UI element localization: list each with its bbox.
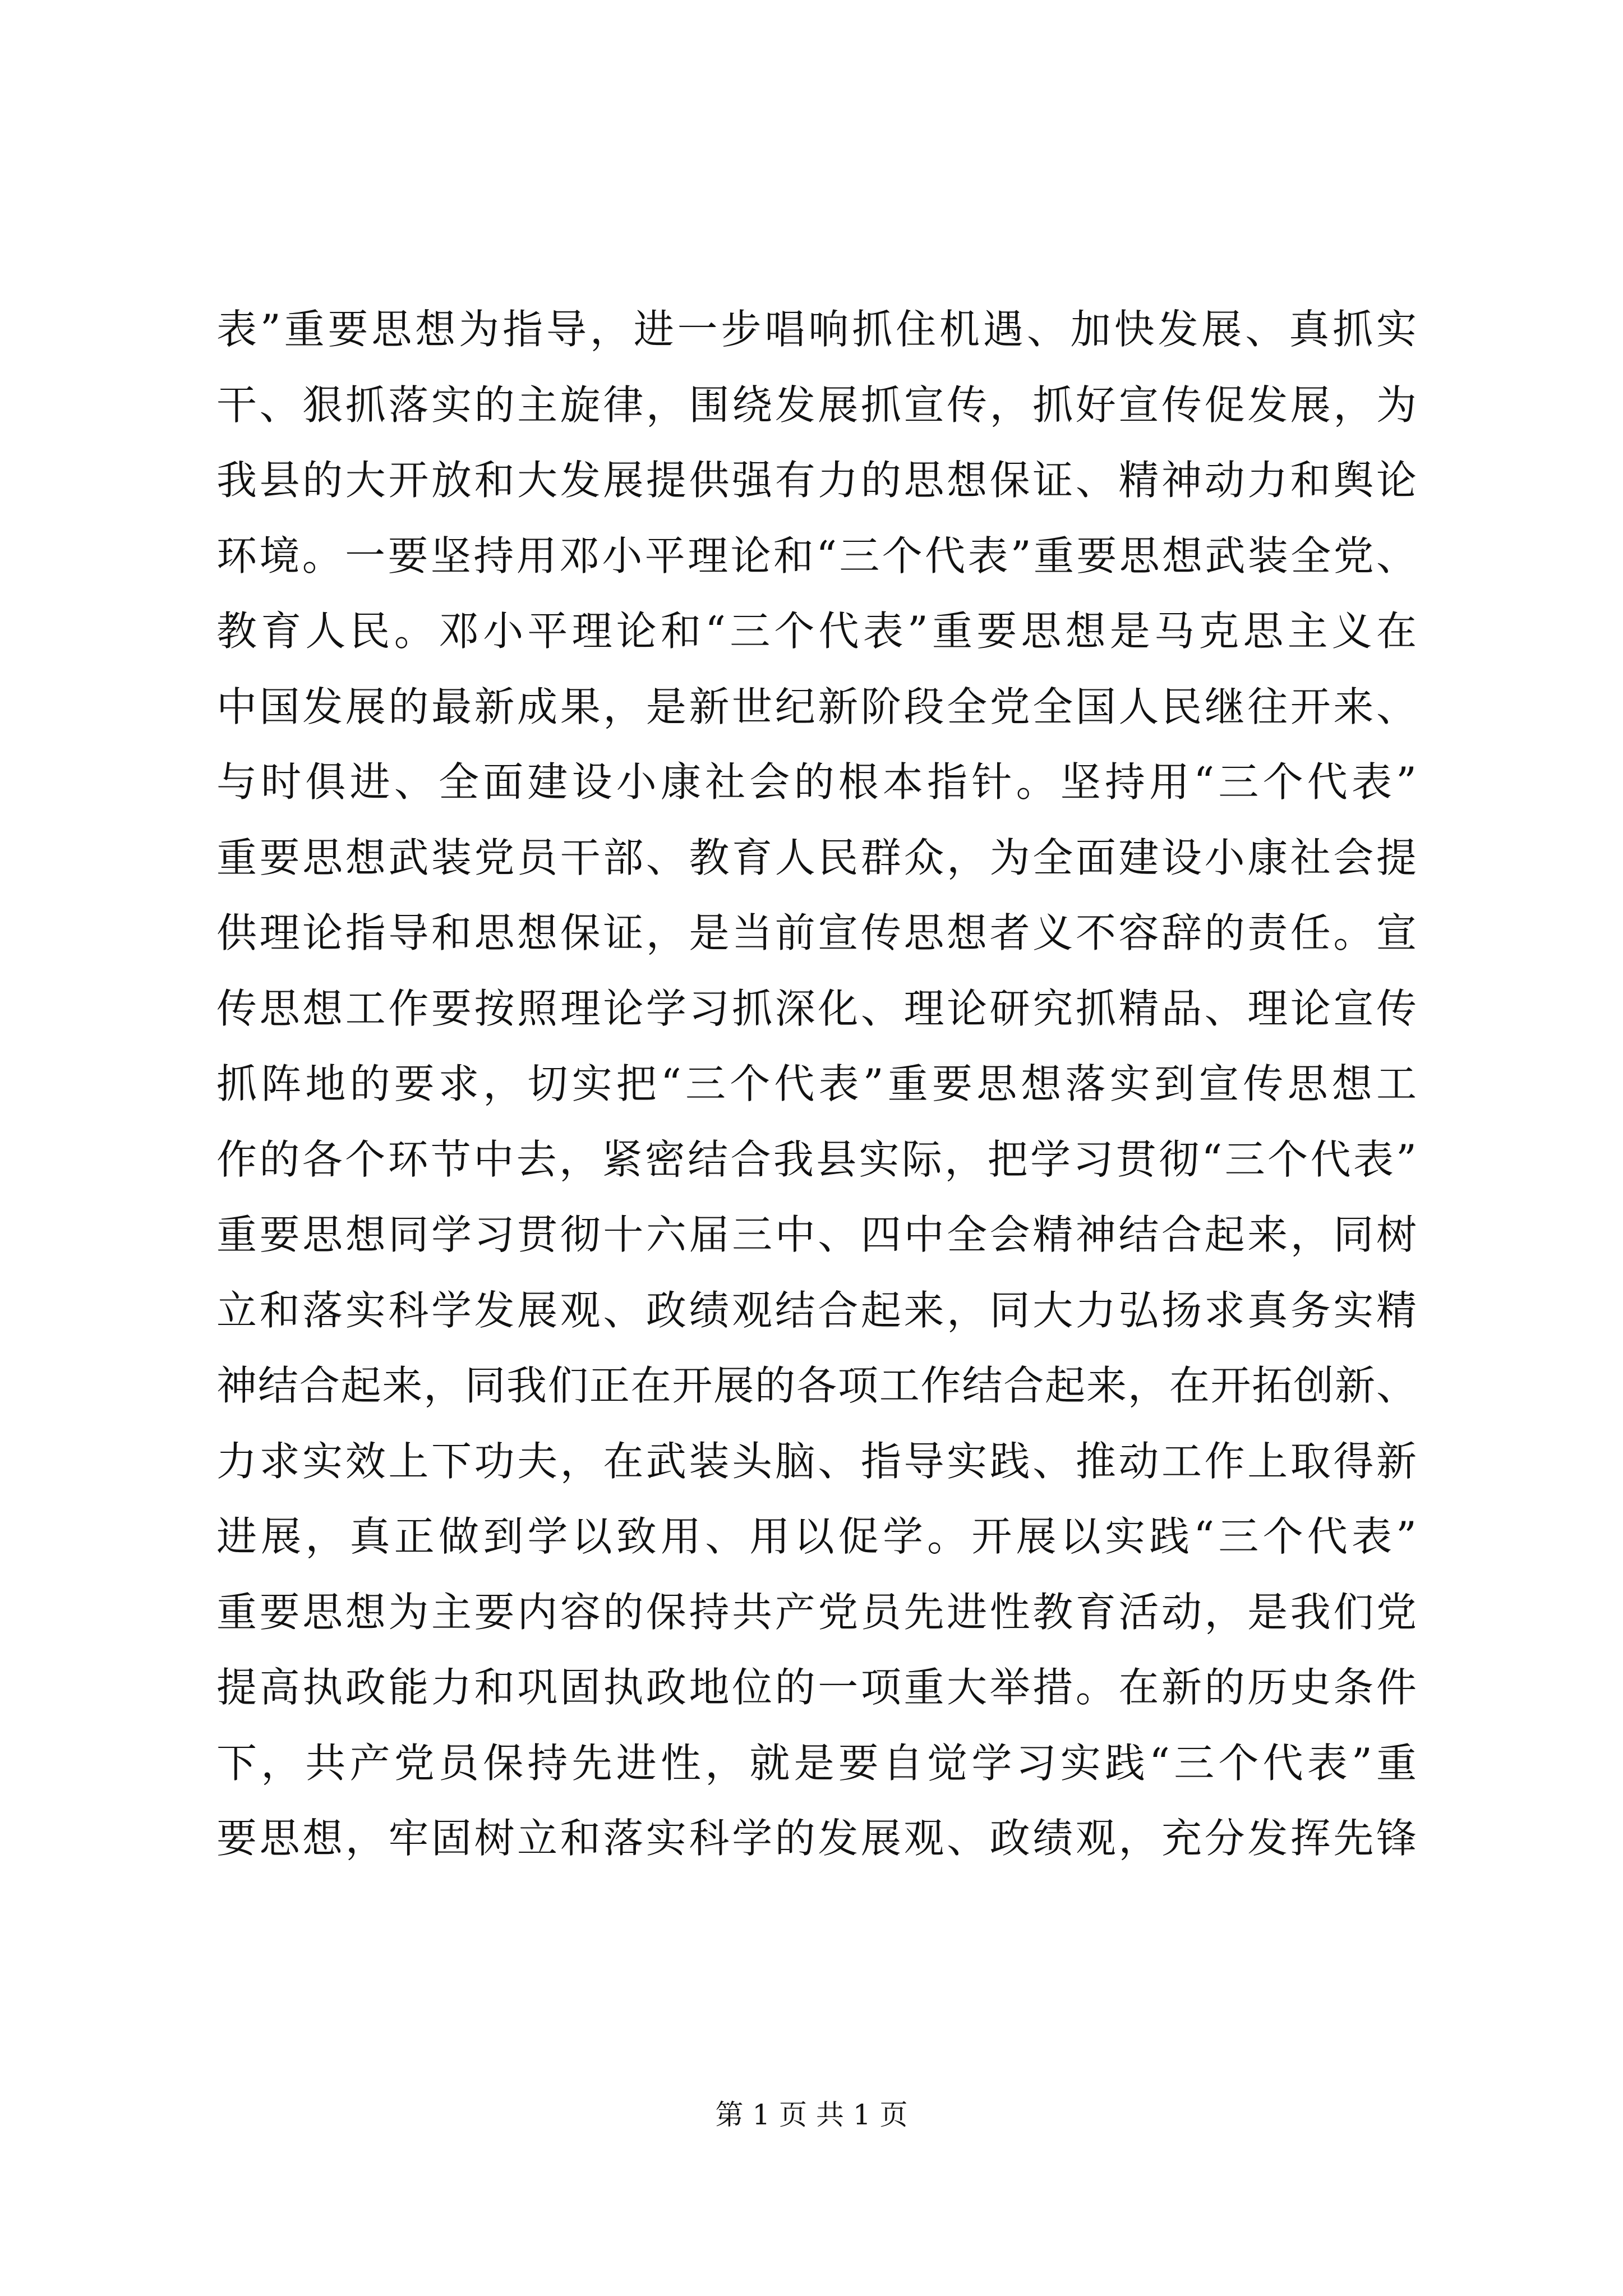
text-line: 与时俱进、全面建设小康社会的根本指针。坚持用“三个代表” [216, 758, 1417, 806]
text-line: 传思想工作要按照理论学习抓深化、理论研究抓精品、理论宣传 [216, 984, 1417, 1032]
text-line: 提高执政能力和巩固执政地位的一项重大举措。在新的历史条件 [216, 1664, 1417, 1711]
text-line: 供理论指导和思想保证，是当前宣传思想者义不容辞的责任。宣 [216, 909, 1417, 956]
text-line: 表”重要思想为指导，进一步唱响抓住机遇、加快发展、真抓实 [216, 306, 1417, 353]
text-line: 神结合起来，同我们正在开展的各项工作结合起来，在开拓创新、 [216, 1362, 1417, 1409]
text-line: 立和落实科学发展观、政绩观结合起来，同大力弘扬求真务实精 [216, 1286, 1417, 1334]
text-line: 教育人民。邓小平理论和“三个代表”重要思想是马克思主义在 [216, 608, 1417, 655]
text-line: 干、狠抓落实的主旋律，围绕发展抓宣传，抓好宣传促发展，为 [216, 381, 1417, 429]
text-line: 我县的大开放和大发展提供强有力的思想保证、精神动力和舆论 [216, 457, 1417, 504]
text-line: 进展，真正做到学以致用、用以促学。开展以实践“三个代表” [216, 1513, 1417, 1560]
text-line: 重要思想武装党员干部、教育人民群众，为全面建设小康社会提 [216, 834, 1417, 881]
body-text [216, 292, 1417, 1876]
text-line: 环境。一要坚持用邓小平理论和“三个代表”重要思想武装全党、 [216, 532, 1417, 579]
text-line: 作的各个环节中去，紧密结合我县实际，把学习贯彻“三个代表” [216, 1135, 1417, 1183]
text-line: 中国发展的最新成果，是新世纪新阶段全党全国人民继往开来、 [216, 683, 1417, 730]
text-line: 重要思想为主要内容的保持共产党员先进性教育活动，是我们党 [216, 1588, 1417, 1636]
text-line: 下，共产党员保持先进性，就是要自觉学习实践“三个代表”重 [216, 1739, 1417, 1787]
text-line: 重要思想同学习贯彻十六届三中、四中全会精神结合起来，同树 [216, 1211, 1417, 1258]
text-line: 抓阵地的要求，切实把“三个代表”重要思想落实到宣传思想工 [216, 1060, 1417, 1107]
text-line: 要思想，牢固树立和落实科学的发展观、政绩观，充分发挥先锋 [216, 1815, 1417, 1862]
text-line: 力求实效上下功夫，在武装头脑、指导实践、推动工作上取得新 [216, 1437, 1417, 1485]
page-footer: 第 1 页 共 1 页 [715, 2099, 908, 2131]
